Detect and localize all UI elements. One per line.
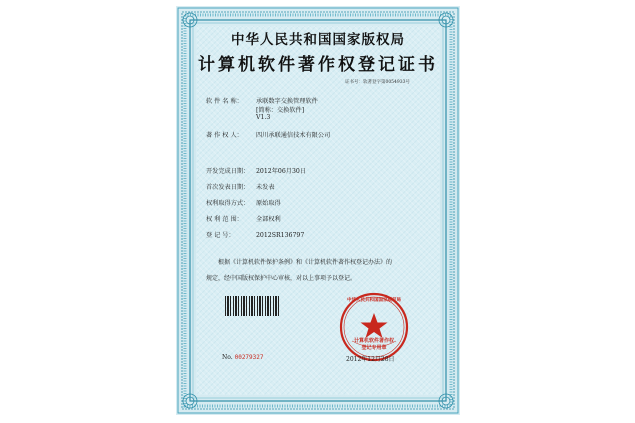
statement-line-1: 根据《计算机软件保护条例》和《计算机软件著作权登记办法》的 bbox=[218, 259, 393, 266]
issuer-title: 中华人民共和国国家版权局 bbox=[231, 32, 405, 48]
certificate-title: 计算机软件著作权登记证书 bbox=[198, 55, 438, 75]
acquire: 原始取得 bbox=[256, 200, 281, 207]
certificate bbox=[176, 6, 460, 415]
software-version: V1.3 bbox=[256, 114, 271, 121]
owner: 四川承联通信技术有限公司 bbox=[256, 132, 331, 139]
statement-line-2: 规定，经中国版权保护中心审核，对以上事项予以登记。 bbox=[206, 275, 357, 282]
publish-label: 首次发表日期： bbox=[206, 184, 250, 191]
reg-no-label: 登 记 号： bbox=[206, 232, 235, 239]
seal-top-text: 中华人民共和国国家版权局 bbox=[347, 298, 401, 303]
serial-number bbox=[222, 354, 264, 361]
software-name-label: 软 件 名 称： bbox=[206, 98, 243, 105]
software-name-row bbox=[206, 96, 318, 105]
serial-digits: 00279327 bbox=[234, 354, 264, 361]
seal-bottom-text-1: 计算机软件著作权 bbox=[353, 338, 394, 344]
acquire-row bbox=[206, 198, 281, 207]
reg-no: 2012SR136797 bbox=[256, 232, 305, 239]
seal-bottom-text-2: 登记专用章 bbox=[361, 345, 387, 351]
certificate-number: 证书号：软著登字第0054933号 bbox=[344, 80, 410, 85]
serial-prefix: No. bbox=[222, 354, 233, 361]
dev-date-label: 开发完成日期： bbox=[206, 168, 250, 175]
publish: 未发表 bbox=[256, 184, 275, 191]
dev-date: 2012年06月30日 bbox=[256, 168, 307, 175]
dev-date-row bbox=[206, 166, 306, 175]
barcode bbox=[225, 296, 281, 316]
scope-label: 权 利 范 围： bbox=[206, 216, 243, 223]
owner-label: 著 作 权 人： bbox=[206, 132, 243, 139]
acquire-label: 权利取得方式： bbox=[206, 200, 250, 207]
software-short-name: [简称：交换软件] bbox=[256, 107, 305, 114]
owner-row bbox=[206, 130, 330, 139]
software-name: 承联数字交换管理软件 bbox=[256, 98, 318, 105]
issue-date: 2012年12月28日 bbox=[346, 356, 395, 363]
reg-no-row bbox=[206, 230, 304, 239]
publish-row bbox=[206, 182, 275, 191]
scope: 全部权利 bbox=[256, 216, 281, 223]
scope-row bbox=[206, 214, 281, 223]
